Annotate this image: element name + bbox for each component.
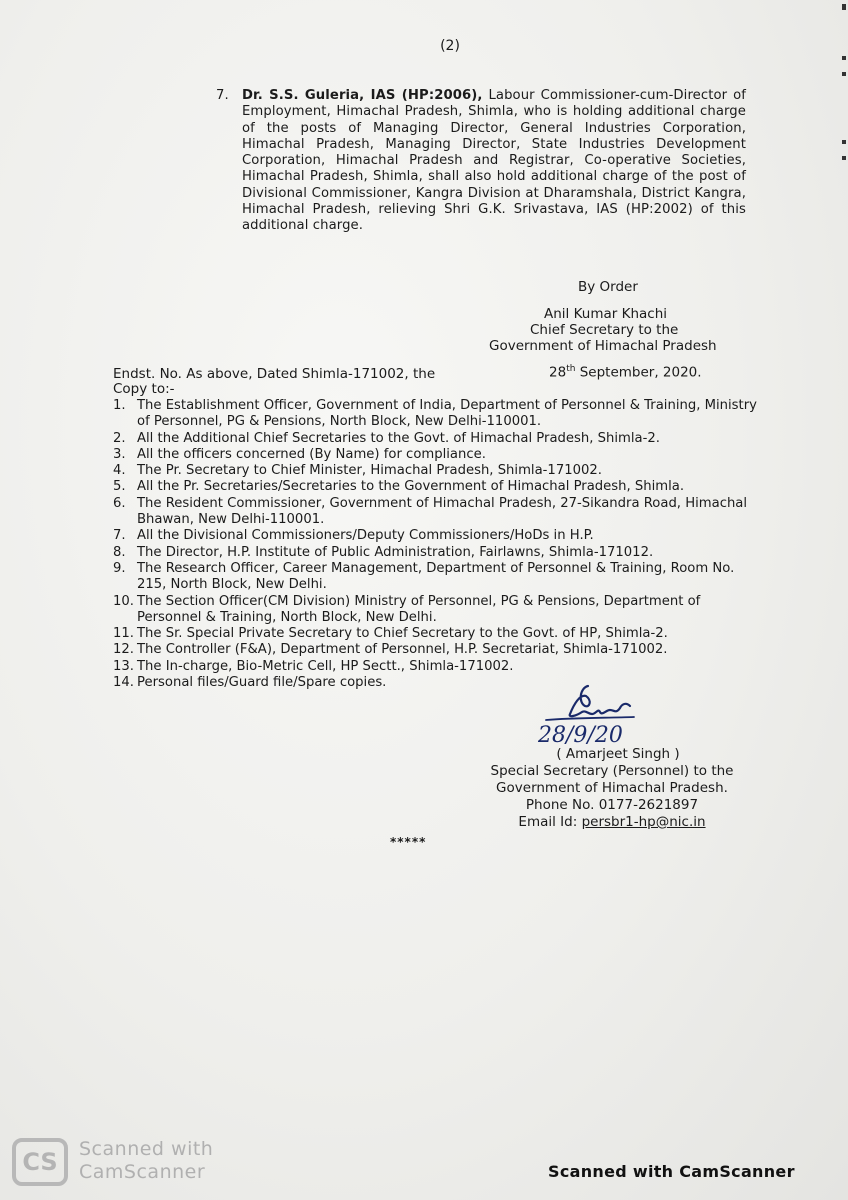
signatory-government: Government of Himachal Pradesh.: [496, 780, 728, 796]
copy-list-number: 6.: [113, 495, 126, 511]
copy-list-text: The Controller (F&A), Department of Personnel, H.P. Secretariat, Shimla-171002.: [137, 642, 668, 658]
copy-list-number: 10.: [113, 593, 134, 609]
scan-edge-mark: [842, 156, 846, 160]
copy-list-text: The Director, H.P. Institute of Public Administration, Fairlawns, Shimla-171012.: [137, 544, 654, 560]
end-marker: *****: [390, 835, 427, 849]
signatory-phone: Phone No. 0177-2621897: [525, 797, 699, 813]
copy-list-text: The Section Officer(CM Division) Ministry of Personnel, PG & Pensions, Department of Personnel & Training, North Block, New Delhi.: [137, 593, 701, 625]
copy-list-text: The Establishment Officer, Government of India, Department of Personnel & Training, Ministry of Personnel, PG & Pensions, North Block, New Delhi-110001.: [137, 398, 757, 430]
copy-list: [113, 398, 758, 691]
copy-list-text: All the Additional Chief Secretaries to the Govt. of Himachal Pradesh, Shimla-2.: [137, 430, 660, 446]
copy-list-item: [113, 447, 758, 463]
copy-list-item: [113, 561, 758, 594]
date-day: 28: [549, 364, 567, 381]
paragraph-body: Labour Commissioner-cum-Director of Employment, Himachal Pradesh, Shimla, who is holding additional charge of the posts of Managing Director, General Industries Corporation, Himachal Pradesh, Managing Director, State Industries Development Corporation, Himachal Pradesh and Registrar, Co-operative Societies, Himachal Pradesh, Shimla, shall also hold additional charge of the post of Divisional Commissioner, Kangra Division at Dharamshala, District Kangra, Himachal Pradesh, relieving Shri G.K. Srivastava, IAS (HP:2002) of this additional charge.: [242, 88, 747, 234]
copy-list-number: 9.: [113, 560, 126, 576]
camscanner-watermark: [79, 1138, 213, 1184]
copy-list-number: 7.: [113, 528, 126, 544]
copy-list-item: [113, 675, 758, 691]
endorsement-line: Endst. No. As above, Dated Shimla-171002, the: [113, 366, 436, 382]
page-number: (2): [440, 38, 460, 54]
copy-list-text: All the Pr. Secretaries/Secretaries to the Government of Himachal Pradesh, Shimla.: [137, 479, 685, 495]
signatory-designation: Special Secretary (Personnel) to the: [490, 763, 734, 779]
copy-list-item: [113, 642, 758, 658]
chief-secretary-government: Government of Himachal Pradesh: [489, 338, 717, 354]
copy-list-number: 12.: [113, 642, 134, 658]
camscanner-logo-icon: CS: [12, 1138, 68, 1186]
copy-list-number: 3.: [113, 446, 126, 462]
copy-list-number: 14.: [113, 675, 134, 691]
watermark-line1: Scanned with: [79, 1138, 214, 1160]
copy-list-text: The Pr. Secretary to Chief Minister, Himachal Pradesh, Shimla-171002.: [137, 463, 602, 479]
date-rest: September, 2020.: [575, 364, 702, 381]
camscanner-footer: Scanned with CamScanner: [548, 1162, 795, 1181]
copy-list-number: 11.: [113, 626, 134, 642]
handwritten-date: 28/9/20: [538, 723, 623, 748]
copy-list-number: 2.: [113, 430, 126, 446]
copy-list-text: The Research Officer, Career Management, Department of Personnel & Training, Room No. 215, North Block, New Delhi.: [137, 560, 735, 593]
copy-list-number: 13.: [113, 658, 134, 674]
copy-list-item: [113, 479, 758, 495]
paragraph-number: 7.: [216, 88, 229, 103]
copy-list-number: 5.: [113, 479, 126, 495]
email-link[interactable]: persbr1-hp@nic.in: [581, 814, 706, 830]
copy-list-text: All the Divisional Commissioners/Deputy Commissioners/HoDs in H.P.: [137, 528, 594, 544]
copy-list-item: [113, 594, 758, 627]
signatory-block: [452, 746, 772, 831]
copy-to-label: Copy to:-: [113, 381, 175, 397]
scan-edge-mark: [842, 56, 846, 60]
scan-edge-mark: [842, 4, 846, 10]
copy-list-text: The Sr. Special Private Secretary to Chief Secretary to the Govt. of HP, Shimla-2.: [137, 626, 668, 642]
signatory-email: [452, 814, 772, 831]
copy-list-item: [113, 431, 758, 447]
copy-list-item: [113, 626, 758, 642]
copy-list-item: [113, 659, 758, 675]
officer-name: Dr. S.S. Guleria, IAS (HP:2006),: [242, 88, 483, 103]
copy-list-text: All the officers concerned (By Name) for compliance.: [137, 446, 486, 462]
date-suffix: th: [566, 364, 576, 374]
copy-list-item: [113, 528, 758, 544]
copy-list-item: [113, 398, 758, 431]
endorsement-date: [549, 364, 702, 381]
copy-list-item: [113, 463, 758, 479]
copy-list-item: [113, 496, 758, 529]
copy-list-number: 8.: [113, 544, 126, 560]
email-label: Email Id:: [518, 814, 582, 830]
by-order: By Order: [578, 279, 638, 295]
copy-list-number: 1.: [113, 398, 126, 413]
paragraph-text: [242, 88, 746, 235]
chief-secretary-designation: Chief Secretary to the: [530, 322, 679, 338]
copy-list-text: The In-charge, Bio-Metric Cell, HP Sectt., Shimla-171002.: [137, 658, 514, 674]
scan-edge-mark: [842, 140, 846, 144]
copy-list-text: The Resident Commissioner, Government of Himachal Pradesh, 27-Sikandra Road, Himachal Bhawan, New Delhi-110001.: [137, 495, 748, 528]
copy-list-number: 4.: [113, 463, 126, 479]
chief-secretary-name: Anil Kumar Khachi: [544, 306, 667, 322]
copy-list-item: [113, 545, 758, 561]
signatory-name: ( Amarjeet Singh ): [556, 746, 680, 762]
watermark-line2: CamScanner: [79, 1161, 206, 1183]
scan-edge-mark: [842, 72, 846, 76]
paragraph-7: [216, 88, 746, 235]
copy-list-text: Personal files/Guard file/Spare copies.: [137, 675, 387, 691]
